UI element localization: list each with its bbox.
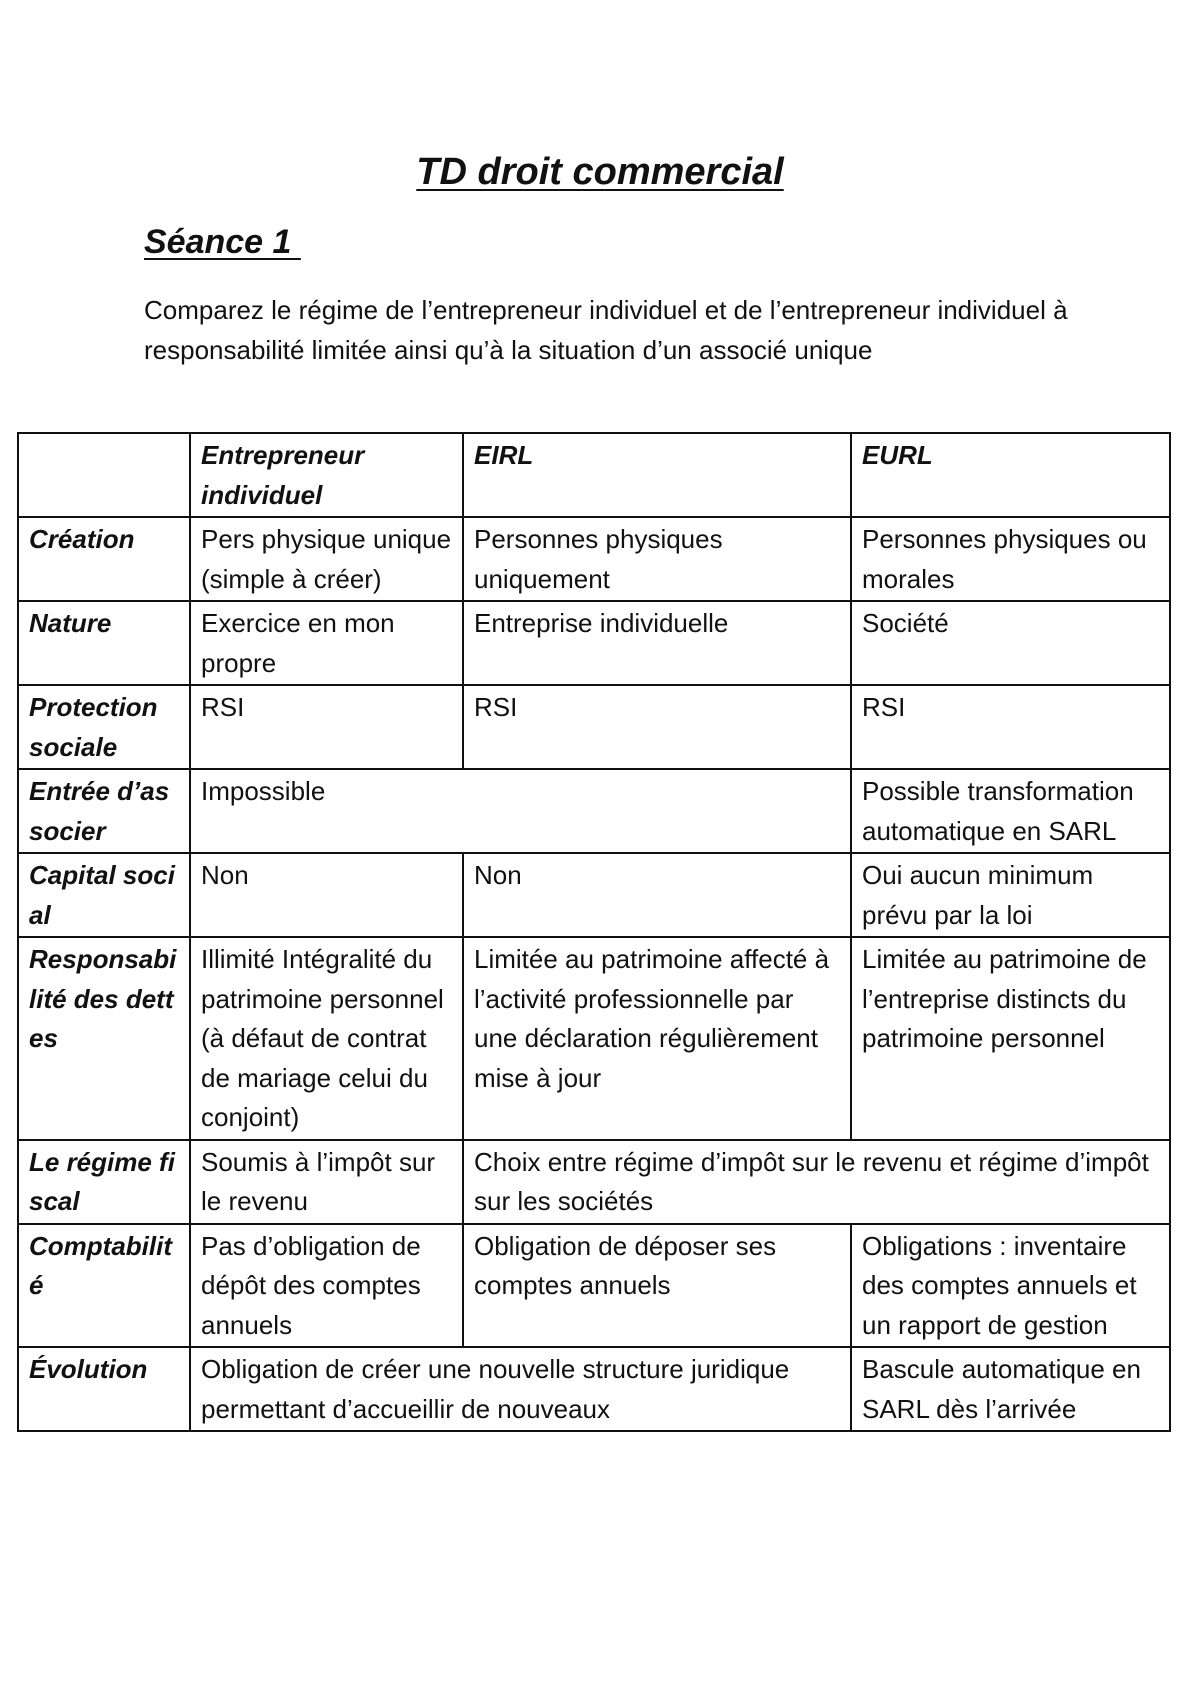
cell-fiscal-eirl-eurl: Choix entre régime d’impôt sur le revenu et régime d’impôt sur les sociétés: [463, 1140, 1170, 1224]
row-label-creation: Création: [18, 517, 190, 601]
comparison-table: [17, 432, 1171, 1432]
cell-protection-eurl: RSI: [851, 685, 1170, 769]
cell-creation-ei: Pers physique unique (simple à créer): [190, 517, 463, 601]
row-label-capital-social: Capital social: [18, 853, 190, 937]
header-corner-cell: [18, 433, 190, 517]
document-title: TD droit commercial: [416, 151, 784, 193]
table-row-nature: [18, 601, 1170, 685]
instruction-paragraph: Comparez le régime de l’entrepreneur individuel et de l’entrepreneur individuel à responsabilité limitée ainsi qu’à la situation d’un associé unique: [144, 295, 1068, 365]
table-row-regime-fiscal: [18, 1140, 1170, 1224]
cell-comptabilite-eirl: Obligation de déposer ses comptes annuels: [463, 1224, 851, 1348]
session-heading: Séance 1: [144, 223, 301, 261]
cell-responsabilite-eirl: Limitée au patrimoine affecté à l’activité professionnelle par une déclaration régulièrement mise à jour: [463, 937, 851, 1140]
row-label-protection-sociale: Protection sociale: [18, 685, 190, 769]
row-label-evolution: Évolution: [18, 1347, 190, 1431]
cell-responsabilite-eurl: Limitée au patrimoine de l’entreprise distincts du patrimoine personnel: [851, 937, 1170, 1140]
row-label-comptabilite: Comptabilité: [18, 1224, 190, 1348]
cell-evolution-ei-eirl: Obligation de créer une nouvelle structure juridique permettant d’accueillir de nouveaux: [190, 1347, 851, 1431]
table-row-creation: [18, 517, 1170, 601]
cell-capital-eurl: Oui aucun minimum prévu par la loi: [851, 853, 1170, 937]
cell-evolution-eurl: Bascule automatique en SARL dès l’arrivée: [851, 1347, 1170, 1431]
table-row-comptabilite: [18, 1224, 1170, 1348]
header-entrepreneur-individuel: Entrepreneur individuel: [190, 433, 463, 517]
table-row-evolution: [18, 1347, 1170, 1431]
table-row-capital-social: [18, 853, 1170, 937]
cell-entree-ei-eirl: Impossible: [190, 769, 851, 853]
cell-entree-eurl: Possible transformation automatique en SARL: [851, 769, 1170, 853]
cell-comptabilite-eurl: Obligations : inventaire des comptes annuels et un rapport de gestion: [851, 1224, 1170, 1348]
table-header-row: [18, 433, 1170, 517]
table-row-protection-sociale: [18, 685, 1170, 769]
row-label-entree-associer: Entrée d’associer: [18, 769, 190, 853]
row-label-regime-fiscal: Le régime fiscal: [18, 1140, 190, 1224]
cell-responsabilite-ei: Illimité Intégralité du patrimoine personnel (à défaut de contrat de mariage celui du conjoint): [190, 937, 463, 1140]
cell-creation-eurl: Personnes physiques ou morales: [851, 517, 1170, 601]
cell-nature-eirl: Entreprise individuelle: [463, 601, 851, 685]
cell-capital-ei: Non: [190, 853, 463, 937]
cell-nature-eurl: Société: [851, 601, 1170, 685]
cell-protection-ei: RSI: [190, 685, 463, 769]
cell-protection-eirl: RSI: [463, 685, 851, 769]
table-row-entree-associer: [18, 769, 1170, 853]
header-eirl: EIRL: [463, 433, 851, 517]
row-label-responsabilite: Responsabilité des dettes: [18, 937, 190, 1140]
row-label-nature: Nature: [18, 601, 190, 685]
cell-nature-ei: Exercice en mon propre: [190, 601, 463, 685]
cell-fiscal-ei: Soumis à l’impôt sur le revenu: [190, 1140, 463, 1224]
header-eurl: EURL: [851, 433, 1170, 517]
cell-capital-eirl: Non: [463, 853, 851, 937]
table-row-responsabilite: [18, 937, 1170, 1140]
cell-comptabilite-ei: Pas d’obligation de dépôt des comptes annuels: [190, 1224, 463, 1348]
cell-creation-eirl: Personnes physiques uniquement: [463, 517, 851, 601]
